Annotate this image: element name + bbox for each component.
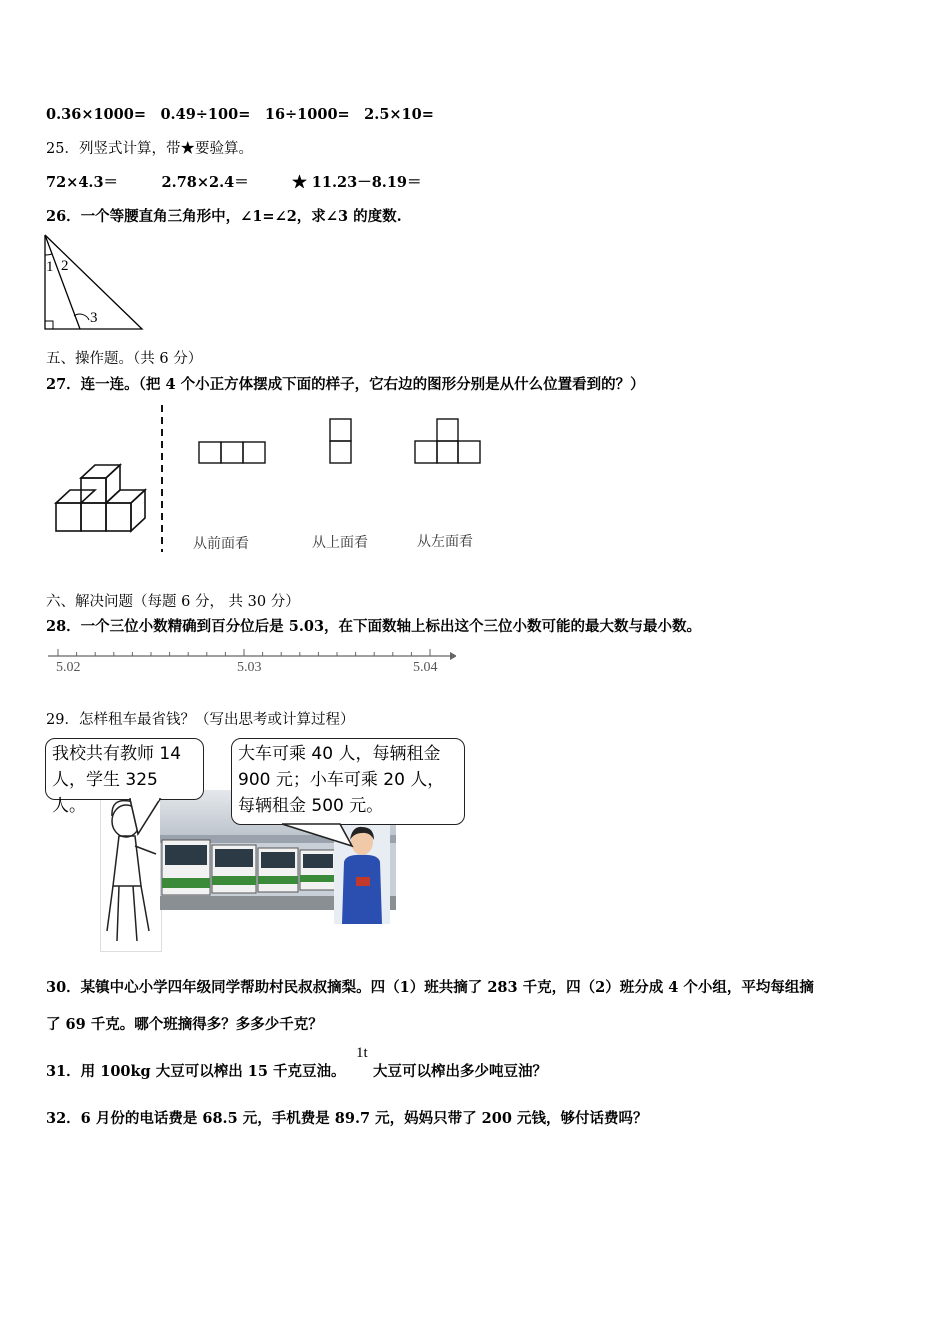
number-line-label-5-04: 5.04 — [413, 660, 438, 675]
angle-2-label: 2 — [61, 258, 69, 274]
angle-1-label: 1 — [46, 259, 54, 275]
calc-row-1: 0.36×1000= 0.49÷100= 16÷1000= 2.5×10= — [46, 106, 434, 123]
front-view-shape — [199, 442, 265, 463]
view-caption-left: 从左面看 — [417, 534, 473, 550]
angle-3-label: 3 — [90, 310, 98, 326]
view-caption-front: 从前面看 — [193, 536, 249, 552]
question-29: 29．怎样租车最省钱？（写出思考或计算过程） — [46, 712, 355, 728]
question-25: 25．列竖式计算，带★要验算。 — [46, 141, 253, 157]
question-31-part-1: 31．用 100kg 大豆可以榨出 15 千克豆油。 — [46, 1063, 346, 1080]
rental-bubble-line-2: 900 元；小车可乘 20 人， — [238, 770, 445, 790]
question-26: 26．一个等腰直角三角形中，∠1=∠2，求∠3 的度数. — [46, 208, 402, 225]
question-31-part-2: 大豆可以榨出多少吨豆油？ — [373, 1063, 547, 1080]
rental-bubble-line-3: 每辆租金 500 元。 — [238, 796, 384, 816]
top-view-shape — [330, 419, 351, 463]
question-30-line-2: 了 69 千克。哪个班摘得多？多多少千克？ — [46, 1016, 323, 1033]
rental-bubble-line-1: 大车可乘 40 人，每辆租金 — [238, 744, 441, 764]
question-32: 32．6 月份的电话费是 68.5 元，手机费是 89.7 元，妈妈只带了 200 元钱，够付话费吗？ — [46, 1110, 648, 1127]
rental-info-bubble — [231, 738, 465, 825]
section-6-heading: 六、解决问题（每题 6 分， 共 30 分） — [46, 594, 300, 610]
teacher-bubble-line-2: 人，学生 325 人。 — [52, 770, 158, 816]
question-30-line-1: 30．某镇中心小学四年级同学帮助村民叔叔摘梨。四（1）班共摘了 283 千克，四（2）班分成 4 个小组，平均每组摘 — [46, 979, 814, 996]
teacher-bubble-tail — [120, 798, 180, 838]
rental-bubble-tail — [280, 814, 370, 848]
triangle-figure — [40, 230, 150, 334]
question-31-unit: 1t — [356, 1045, 368, 1061]
view-caption-top: 从上面看 — [312, 535, 368, 551]
left-view-shape — [415, 419, 480, 463]
number-line-label-5-03: 5.03 — [237, 660, 262, 675]
question-27: 27．连一连。（把 4 个小正方体摆成下面的样子，它右边的图形分别是从什么位置看到的？） — [46, 376, 645, 393]
cube-stack — [56, 465, 145, 531]
number-line-label-5-02: 5.02 — [56, 660, 81, 675]
question-25-exercises: 72×4.3＝ 2.78×2.4＝ ★ 11.23－8.19＝ — [46, 174, 422, 191]
teacher-speech-bubble — [45, 738, 204, 816]
question-28: 28．一个三位小数精确到百分位后是 5.03，在下面数轴上标出这个三位小数可能的最大数与最小数。 — [46, 618, 702, 635]
teacher-bubble-line-1: 我校共有教师 14 — [52, 744, 182, 764]
section-5-heading: 五、操作题。（共 6 分） — [46, 351, 203, 367]
